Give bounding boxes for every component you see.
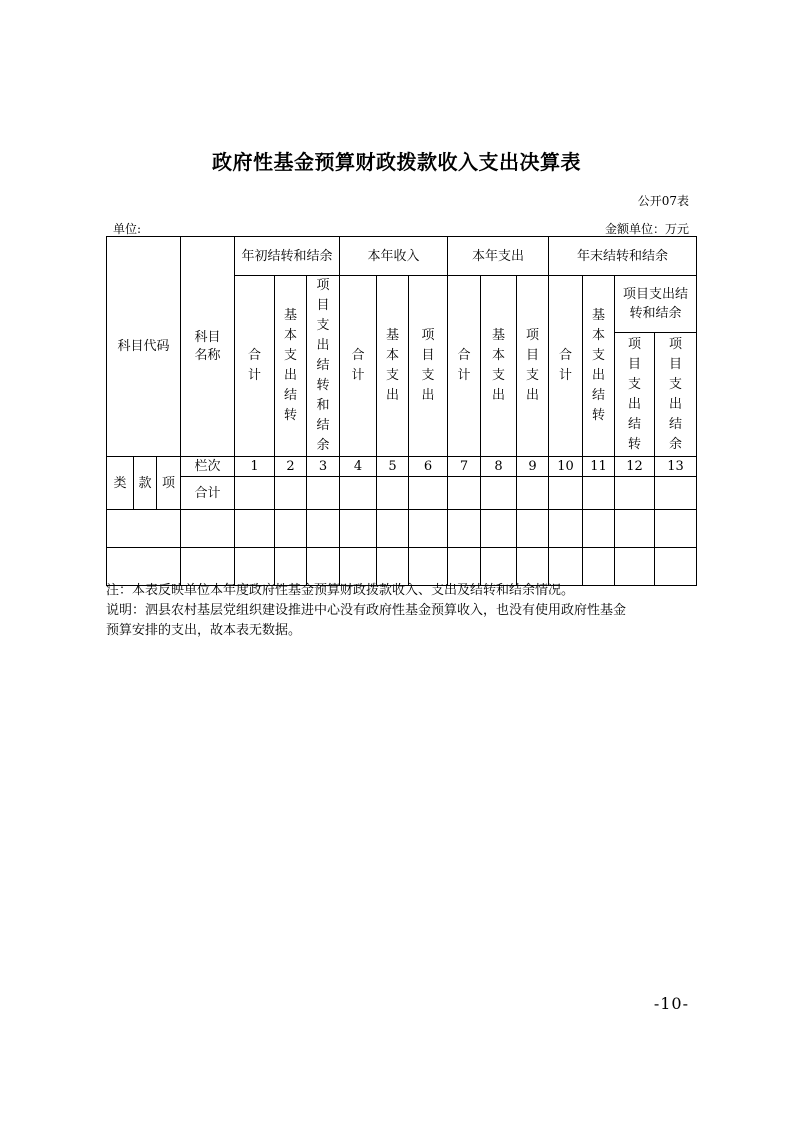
table-cell [615, 548, 655, 586]
col-number: 7 [448, 457, 481, 477]
table-cell [377, 548, 409, 586]
group-closing: 年末结转和结余 [549, 237, 697, 276]
col-number: 6 [409, 457, 448, 477]
table-cell [377, 510, 409, 548]
table-cell [181, 548, 235, 586]
item-label: 项 [157, 457, 181, 510]
explanation-line-2: 预算安排的支出，故本表无数据。 [106, 623, 302, 638]
col-number: 10 [549, 457, 583, 477]
income-total: 合计 [340, 276, 377, 457]
table-note: 注：本表反映单位本年度政府性基金预算财政拨款收入、支出及结转和结余情况。 [106, 583, 575, 598]
table-cell [307, 510, 340, 548]
expense-basic: 基本支出 [481, 276, 517, 457]
col-number: 1 [235, 457, 275, 477]
budget-table [106, 236, 697, 586]
row-index-label: 栏次 [181, 457, 235, 477]
table-cell [481, 510, 517, 548]
table-cell [307, 477, 340, 510]
page-number: -10- [653, 994, 689, 1013]
table-cell [549, 510, 583, 548]
table-cell [583, 548, 615, 586]
row-total-label: 合计 [181, 477, 235, 510]
expense-total: 合计 [448, 276, 481, 457]
table-cell [655, 477, 697, 510]
explanation-line-1: 说明：泗县农村基层党组织建设推进中心没有政府性基金预算收入，也没有使用政府性基金 [106, 603, 627, 618]
col-number: 2 [275, 457, 307, 477]
table-cell [409, 548, 448, 586]
table-cell [549, 548, 583, 586]
table-cell [549, 477, 583, 510]
table-cell [107, 548, 181, 586]
code-header: 科目代码 [107, 237, 181, 457]
col-number: 8 [481, 457, 517, 477]
col-number: 3 [307, 457, 340, 477]
name-header: 科目名称 [181, 237, 235, 457]
closing-project-surplus: 项目支出结余 [655, 333, 697, 457]
unit-label: 单位: [113, 222, 142, 236]
section-label: 款 [134, 457, 157, 510]
closing-project-group: 项目支出结转和结余 [615, 276, 697, 333]
table-cell [377, 477, 409, 510]
table-cell [583, 510, 615, 548]
col-number: 5 [377, 457, 409, 477]
table-cell [517, 548, 549, 586]
table-cell [517, 477, 549, 510]
table-cell [481, 477, 517, 510]
table-cell [448, 510, 481, 548]
group-income: 本年收入 [340, 237, 448, 276]
col-number: 9 [517, 457, 549, 477]
table-cell [583, 477, 615, 510]
table-cell [307, 548, 340, 586]
table-cell [275, 548, 307, 586]
table-cell [107, 510, 181, 548]
table-cell [615, 510, 655, 548]
table-cell [235, 510, 275, 548]
table-cell [340, 548, 377, 586]
expense-project: 项目支出 [517, 276, 549, 457]
table-row [107, 548, 697, 586]
closing-project-carry: 项目支出结转 [615, 333, 655, 457]
page-title: 政府性基金预算财政拨款收入支出决算表 [212, 150, 581, 174]
col-number: 12 [615, 457, 655, 477]
money-unit-label: 金额单位：万元 [604, 222, 689, 236]
table-cell [181, 510, 235, 548]
table-cell [235, 477, 275, 510]
table-cell [409, 510, 448, 548]
opening-total: 合计 [235, 276, 275, 457]
income-project: 项目支出 [409, 276, 448, 457]
table-cell [235, 548, 275, 586]
table-cell [448, 548, 481, 586]
group-expense: 本年支出 [448, 237, 549, 276]
table-cell [409, 477, 448, 510]
col-number: 11 [583, 457, 615, 477]
table-cell [655, 510, 697, 548]
closing-total: 合计 [549, 276, 583, 457]
opening-project-carry: 项目支出结转和结余 [307, 276, 340, 457]
col-number: 13 [655, 457, 697, 477]
opening-basic-carry: 基本支出结转 [275, 276, 307, 457]
table-cell [448, 477, 481, 510]
table-cell [517, 510, 549, 548]
closing-basic-carry: 基本支出结转 [583, 276, 615, 457]
table-cell [340, 477, 377, 510]
table-cell [275, 510, 307, 548]
col-number: 4 [340, 457, 377, 477]
table-row [107, 510, 697, 548]
table-cell [340, 510, 377, 548]
table-cell [275, 477, 307, 510]
income-basic: 基本支出 [377, 276, 409, 457]
table-cell [655, 548, 697, 586]
group-opening: 年初结转和结余 [235, 237, 340, 276]
table-code: 公开07表 [637, 194, 689, 208]
table-cell [481, 548, 517, 586]
table-cell [615, 477, 655, 510]
class-label: 类 [107, 457, 134, 510]
